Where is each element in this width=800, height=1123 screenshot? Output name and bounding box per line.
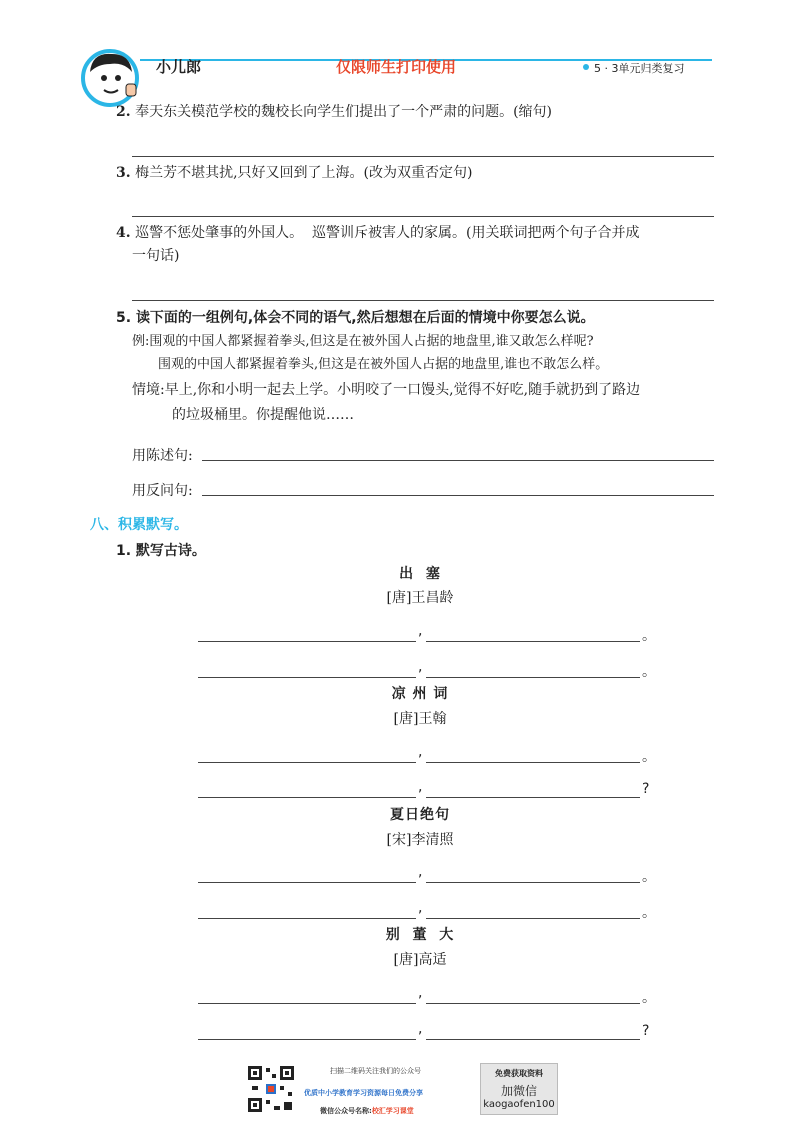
- example-line-1: [132, 331, 594, 353]
- comma-mark: ,: [418, 1021, 423, 1037]
- poem-answer-line[interactable]: [198, 762, 416, 763]
- end-punctuation: 。: [642, 664, 656, 680]
- poem-answer-line[interactable]: [198, 1039, 416, 1040]
- account-name: 校汇学习课堂: [371, 1107, 414, 1115]
- poem-answer-line[interactable]: [426, 882, 640, 883]
- unit-dot-icon: [583, 64, 589, 70]
- unit-tag: 5 · 3单元归类复习: [594, 62, 685, 75]
- comma-mark: ,: [418, 744, 423, 760]
- free-label: 免费获取资料: [495, 1069, 543, 1078]
- share-note: 优质中小学教育学习资源每日免费分享: [304, 1089, 423, 1097]
- section-title: 八、积累默写。: [90, 517, 188, 533]
- question-text: 梅兰芳不堪其扰,只好又回到了上海。(改为双重否定句): [135, 165, 473, 181]
- mascot-logo: [78, 44, 146, 108]
- poem-answer-line[interactable]: [198, 641, 416, 642]
- print-note: 仅限师生打印使用: [336, 58, 457, 76]
- poem-answer-line[interactable]: [426, 641, 640, 642]
- poem-answer-line[interactable]: [426, 762, 640, 763]
- rhetorical-label: 用反问句:: [132, 483, 193, 499]
- comma-mark: ,: [418, 864, 423, 880]
- poem-answer-line[interactable]: [198, 1003, 416, 1004]
- poem-answer-line[interactable]: [198, 882, 416, 883]
- scan-note: 扫描二维码关注我们的公众号: [330, 1067, 421, 1075]
- answer-line[interactable]: [132, 216, 714, 217]
- end-punctuation: 。: [642, 749, 656, 765]
- question-4: [116, 222, 639, 244]
- brand-name: 小儿郎: [156, 58, 202, 76]
- section-item-1: 1. 默写古诗。: [116, 543, 206, 559]
- end-punctuation: 。: [642, 869, 656, 885]
- account-line: [320, 1106, 414, 1116]
- declarative-answer-line[interactable]: [202, 460, 714, 461]
- end-punctuation: 。: [642, 990, 656, 1006]
- situation-label: 情境:: [132, 382, 165, 398]
- account-label: 微信公众号名称:: [320, 1107, 372, 1115]
- question-5: [116, 307, 595, 329]
- answer-line[interactable]: [132, 300, 714, 301]
- example-label: 例:: [132, 334, 150, 349]
- wechat-box: [480, 1063, 558, 1115]
- add-wechat-label: 加微信: [500, 1084, 537, 1098]
- poem-answer-line[interactable]: [198, 797, 416, 798]
- answer-line[interactable]: [132, 156, 714, 157]
- poem-answer-line[interactable]: [198, 918, 416, 919]
- poem-title: 凉 州 词: [391, 686, 449, 702]
- comma-mark: ,: [418, 623, 423, 639]
- question-2: [116, 101, 552, 123]
- poem-answer-line[interactable]: [426, 918, 640, 919]
- poem-author: [唐]王翰: [393, 711, 447, 727]
- poem-answer-line[interactable]: [426, 1039, 640, 1040]
- poem-title: 夏日绝句: [390, 807, 450, 823]
- poem-title: 出 塞: [399, 566, 441, 582]
- question-number: 2.: [116, 104, 131, 120]
- question-number: 4.: [116, 225, 131, 241]
- situation-text-1: 早上,你和小明一起去上学。小明咬了一口馒头,觉得不好吃,随手就扔到了路边: [164, 382, 641, 398]
- question-3: [116, 162, 472, 184]
- situation-text-2: 的垃圾桶里。你提醒他说……: [172, 407, 354, 423]
- question-number: 5.: [116, 310, 132, 326]
- poem-answer-line[interactable]: [198, 677, 416, 678]
- comma-mark: ,: [418, 779, 423, 795]
- end-punctuation: ?: [642, 781, 650, 797]
- comma-mark: ,: [418, 900, 423, 916]
- end-punctuation: ?: [642, 1023, 650, 1039]
- rhetorical-answer-line[interactable]: [202, 495, 714, 496]
- poem-author: [唐]王昌龄: [386, 590, 454, 606]
- situation-line-1: [132, 379, 640, 401]
- poem-answer-line[interactable]: [426, 677, 640, 678]
- qr-code-icon: [246, 1064, 296, 1114]
- poem-answer-line[interactable]: [426, 1003, 640, 1004]
- question-text: 奉天东关模范学校的魏校长向学生们提出了一个严肃的问题。(缩句): [135, 104, 553, 120]
- question-text: 读下面的一组例句,体会不同的语气,然后想想在后面的情境中你要怎么说。: [135, 310, 595, 326]
- example-sentence-2: 围观的中国人都紧握着拳头,但这是在被外国人占据的地盘里,谁也不敢怎么样。: [158, 357, 609, 372]
- comma-mark: ,: [418, 985, 423, 1001]
- question-number: 3.: [116, 165, 131, 181]
- comma-mark: ,: [418, 659, 423, 675]
- wechat-id: kaogaofen100: [483, 1099, 555, 1110]
- poem-author: [宋]李清照: [386, 832, 454, 848]
- poem-answer-line[interactable]: [426, 797, 640, 798]
- declarative-label: 用陈述句:: [132, 448, 193, 464]
- question-text-line1: 巡警不惩处肇事的外国人。 巡警训斥被害人的家属。(用关联词把两个句子合并成: [135, 225, 640, 241]
- question-text-line2: 一句话): [132, 248, 180, 264]
- end-punctuation: 。: [642, 628, 656, 644]
- poem-title: 别 董 大: [385, 927, 455, 943]
- example-sentence-1: 围观的中国人都紧握着拳头,但这是在被外国人占据的地盘里,谁又敢怎么样呢?: [149, 334, 594, 349]
- poem-author: [唐]高适: [393, 952, 447, 968]
- end-punctuation: 。: [642, 905, 656, 921]
